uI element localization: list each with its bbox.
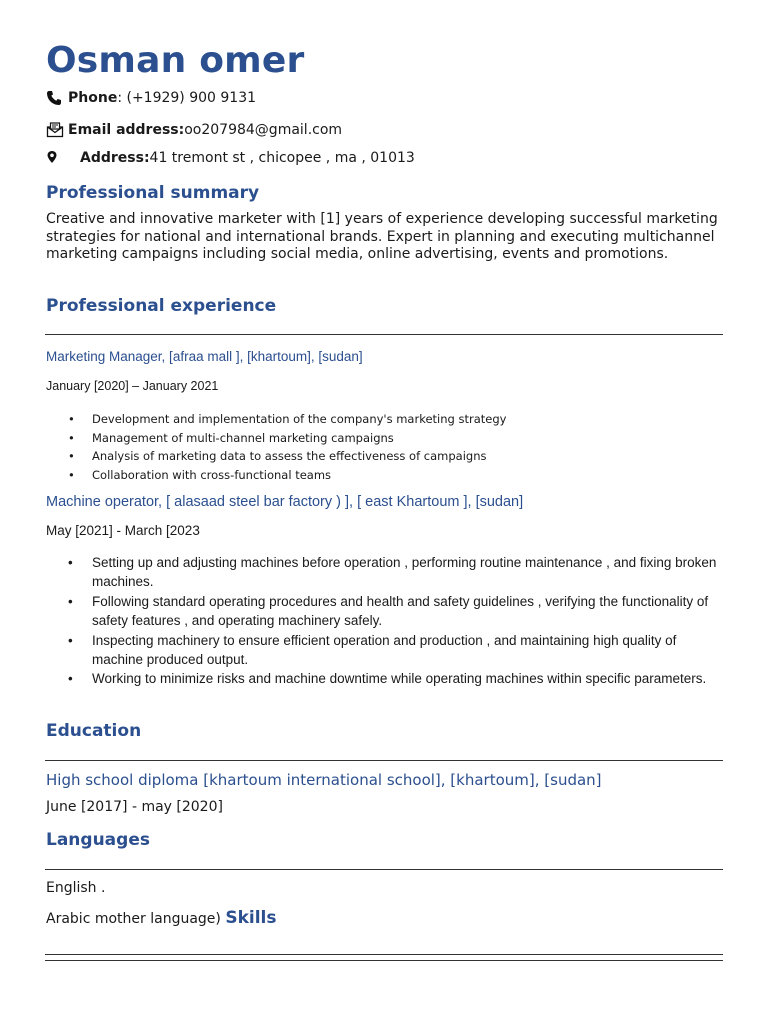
email-label: Email address: [68,122,185,138]
bullet-marker: • [68,593,73,609]
bullet-text: Working to minimize risks and machine downtime while operating machines within specific parameters. [92,671,707,687]
skills-heading: Skills [225,908,277,928]
language-item-with-skills [46,908,276,928]
list-item [46,447,506,466]
job-title: Marketing Manager, [afraa mall ], [khartoum], [sudan] [46,349,363,364]
skills-divider-bottom [45,960,723,961]
list-item [46,631,726,670]
list-item [46,410,506,429]
bullet-marker: • [68,632,73,648]
job-title: Machine operator, [ alasaad steel bar factory ) ], [ east Khartoum ], [sudan] [46,494,524,510]
bullet-text: Analysis of marketing data to assess the effectiveness of campaigns [92,449,487,464]
bullet-text: Development and implementation of the company's marketing strategy [92,412,507,426]
language-item: Arabic mother language) [46,911,221,927]
location-pin-icon [46,150,76,166]
education-entry-title: High school diploma [khartoum international school], [khartoum], [sudan] [46,771,602,789]
languages-divider [45,869,723,870]
list-item [46,592,726,631]
skills-divider-top [45,954,723,955]
phone-label: Phone [68,90,118,106]
language-item: English . [46,880,106,896]
education-divider [45,760,723,761]
phone-value: : (+1929) 900 9131 [117,90,257,106]
experience-heading: Professional experience [46,296,277,316]
bullet-marker: • [68,449,75,464]
job-bullet-list [46,410,506,484]
bullet-text: Following standard operating procedures and health and safety guidelines , verifying the functionality of safety features , and operating machinery safely. [92,593,709,629]
languages-heading: Languages [46,830,150,850]
email-value[interactable]: oo207984@gmail.com [184,122,343,138]
summary-heading: Professional summary [46,183,260,203]
address-label: Address: [80,150,150,166]
list-item [46,669,726,688]
address-value: 41 tremont st , chicopee , ma , 01013 [149,150,415,166]
summary-text: Creative and innovative marketer with [1] years of experience developing successful marketing strategies for national and international brands. Expert in planning and executing multichannel marketing campaigns including social media, online advertising, events and promotions. [46,211,718,262]
contact-address [46,150,415,166]
job-bullet-list [46,553,726,689]
list-item [46,553,726,592]
bullet-marker: • [68,671,73,687]
bullet-marker: • [68,467,75,482]
phone-icon [46,90,64,106]
education-entry-date: June [2017] - may [2020] [46,799,223,815]
bullet-marker: • [68,555,73,570]
job-date: May [2021] - March [2023 [46,523,200,538]
education-heading: Education [46,721,142,741]
list-item [46,466,506,485]
contact-email [46,122,342,138]
job-date: January [2020] – January 2021 [46,379,219,393]
email-icon [46,122,64,138]
experience-divider [45,334,723,335]
contact-phone [46,90,256,106]
bullet-text: Setting up and adjusting machines before operation , performing routine maintenance , and fixing broken machines. [92,555,717,590]
bullet-text: Collaboration with cross-functional teams [92,467,332,482]
list-item [46,429,506,448]
bullet-text: Inspecting machinery to ensure efficient operation and production , and maintaining high quality of machine produced output. [92,632,677,668]
bullet-marker: • [68,412,75,426]
bullet-marker: • [68,430,75,445]
bullet-text: Management of multi-channel marketing campaigns [92,430,394,445]
candidate-name: Osman omer [46,40,305,81]
